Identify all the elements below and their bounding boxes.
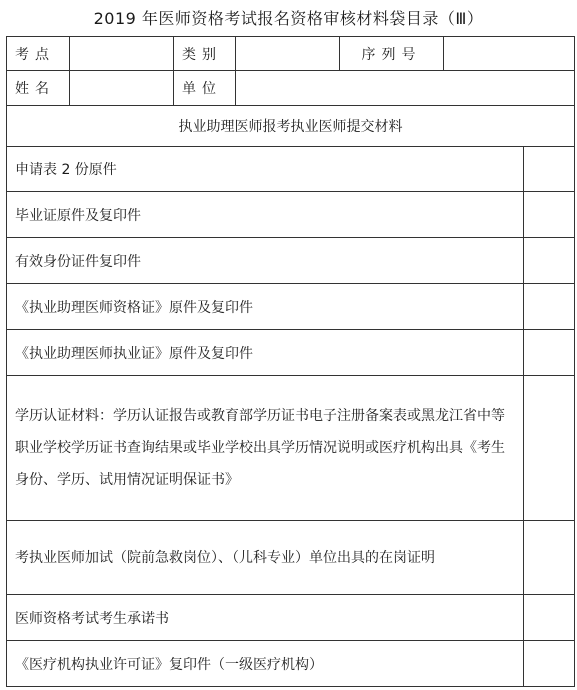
checkbox-cell[interactable] (524, 595, 575, 641)
material-item: 申请表 2 份原件 (7, 147, 524, 192)
material-item: 《执业助理医师执业证》原件及复印件 (7, 330, 524, 376)
exam-site-value[interactable] (70, 37, 174, 71)
info-row-1 (7, 37, 575, 71)
table-row (7, 192, 575, 238)
checkbox-cell[interactable] (524, 192, 575, 238)
checkbox-cell[interactable] (524, 641, 575, 687)
checkbox-cell[interactable] (524, 147, 575, 192)
table-row (7, 147, 575, 192)
category-value[interactable] (236, 37, 340, 71)
serial-label: 序列号 (340, 37, 444, 71)
checkbox-cell[interactable] (524, 330, 575, 376)
category-label: 类别 (174, 37, 236, 71)
table-row (7, 238, 575, 284)
section-header-row (7, 106, 575, 147)
checkbox-cell[interactable] (524, 284, 575, 330)
checkbox-cell[interactable] (524, 238, 575, 284)
materials-table (6, 36, 575, 687)
table-row (7, 641, 575, 687)
material-item: 医师资格考试考生承诺书 (7, 595, 524, 641)
material-item: 考执业医师加试（院前急救岗位）、（儿科专业）单位出具的在岗证明 (7, 521, 524, 595)
checkbox-cell[interactable] (524, 521, 575, 595)
table-row (7, 330, 575, 376)
material-item: 《执业助理医师资格证》原件及复印件 (7, 284, 524, 330)
checkbox-cell[interactable] (524, 376, 575, 521)
info-row-2 (7, 71, 575, 106)
material-item: 《医疗机构执业许可证》复印件（一级医疗机构） (7, 641, 524, 687)
page-title: 2019 年医师资格考试报名资格审核材料袋目录（Ⅲ） (93, 9, 484, 28)
table-row (7, 521, 575, 595)
unit-value[interactable] (236, 71, 575, 106)
serial-value[interactable] (444, 37, 575, 71)
material-item: 毕业证原件及复印件 (7, 192, 524, 238)
section-header: 执业助理医师报考执业医师提交材料 (7, 106, 575, 147)
table-row (7, 595, 575, 641)
unit-label: 单位 (174, 71, 236, 106)
table-row (7, 376, 575, 521)
material-item: 学历认证材料：学历认证报告或教育部学历证书电子注册备案表或黑龙江省中等职业学校学历证书查询结果或毕业学校出具学历情况说明或医疗机构出具《考生身份、学历、试用情况证明保证书》 (7, 376, 524, 521)
name-label: 姓名 (7, 71, 70, 106)
table-row (7, 284, 575, 330)
material-item: 有效身份证件复印件 (7, 238, 524, 284)
exam-site-label: 考点 (7, 37, 70, 71)
name-value[interactable] (70, 71, 174, 106)
